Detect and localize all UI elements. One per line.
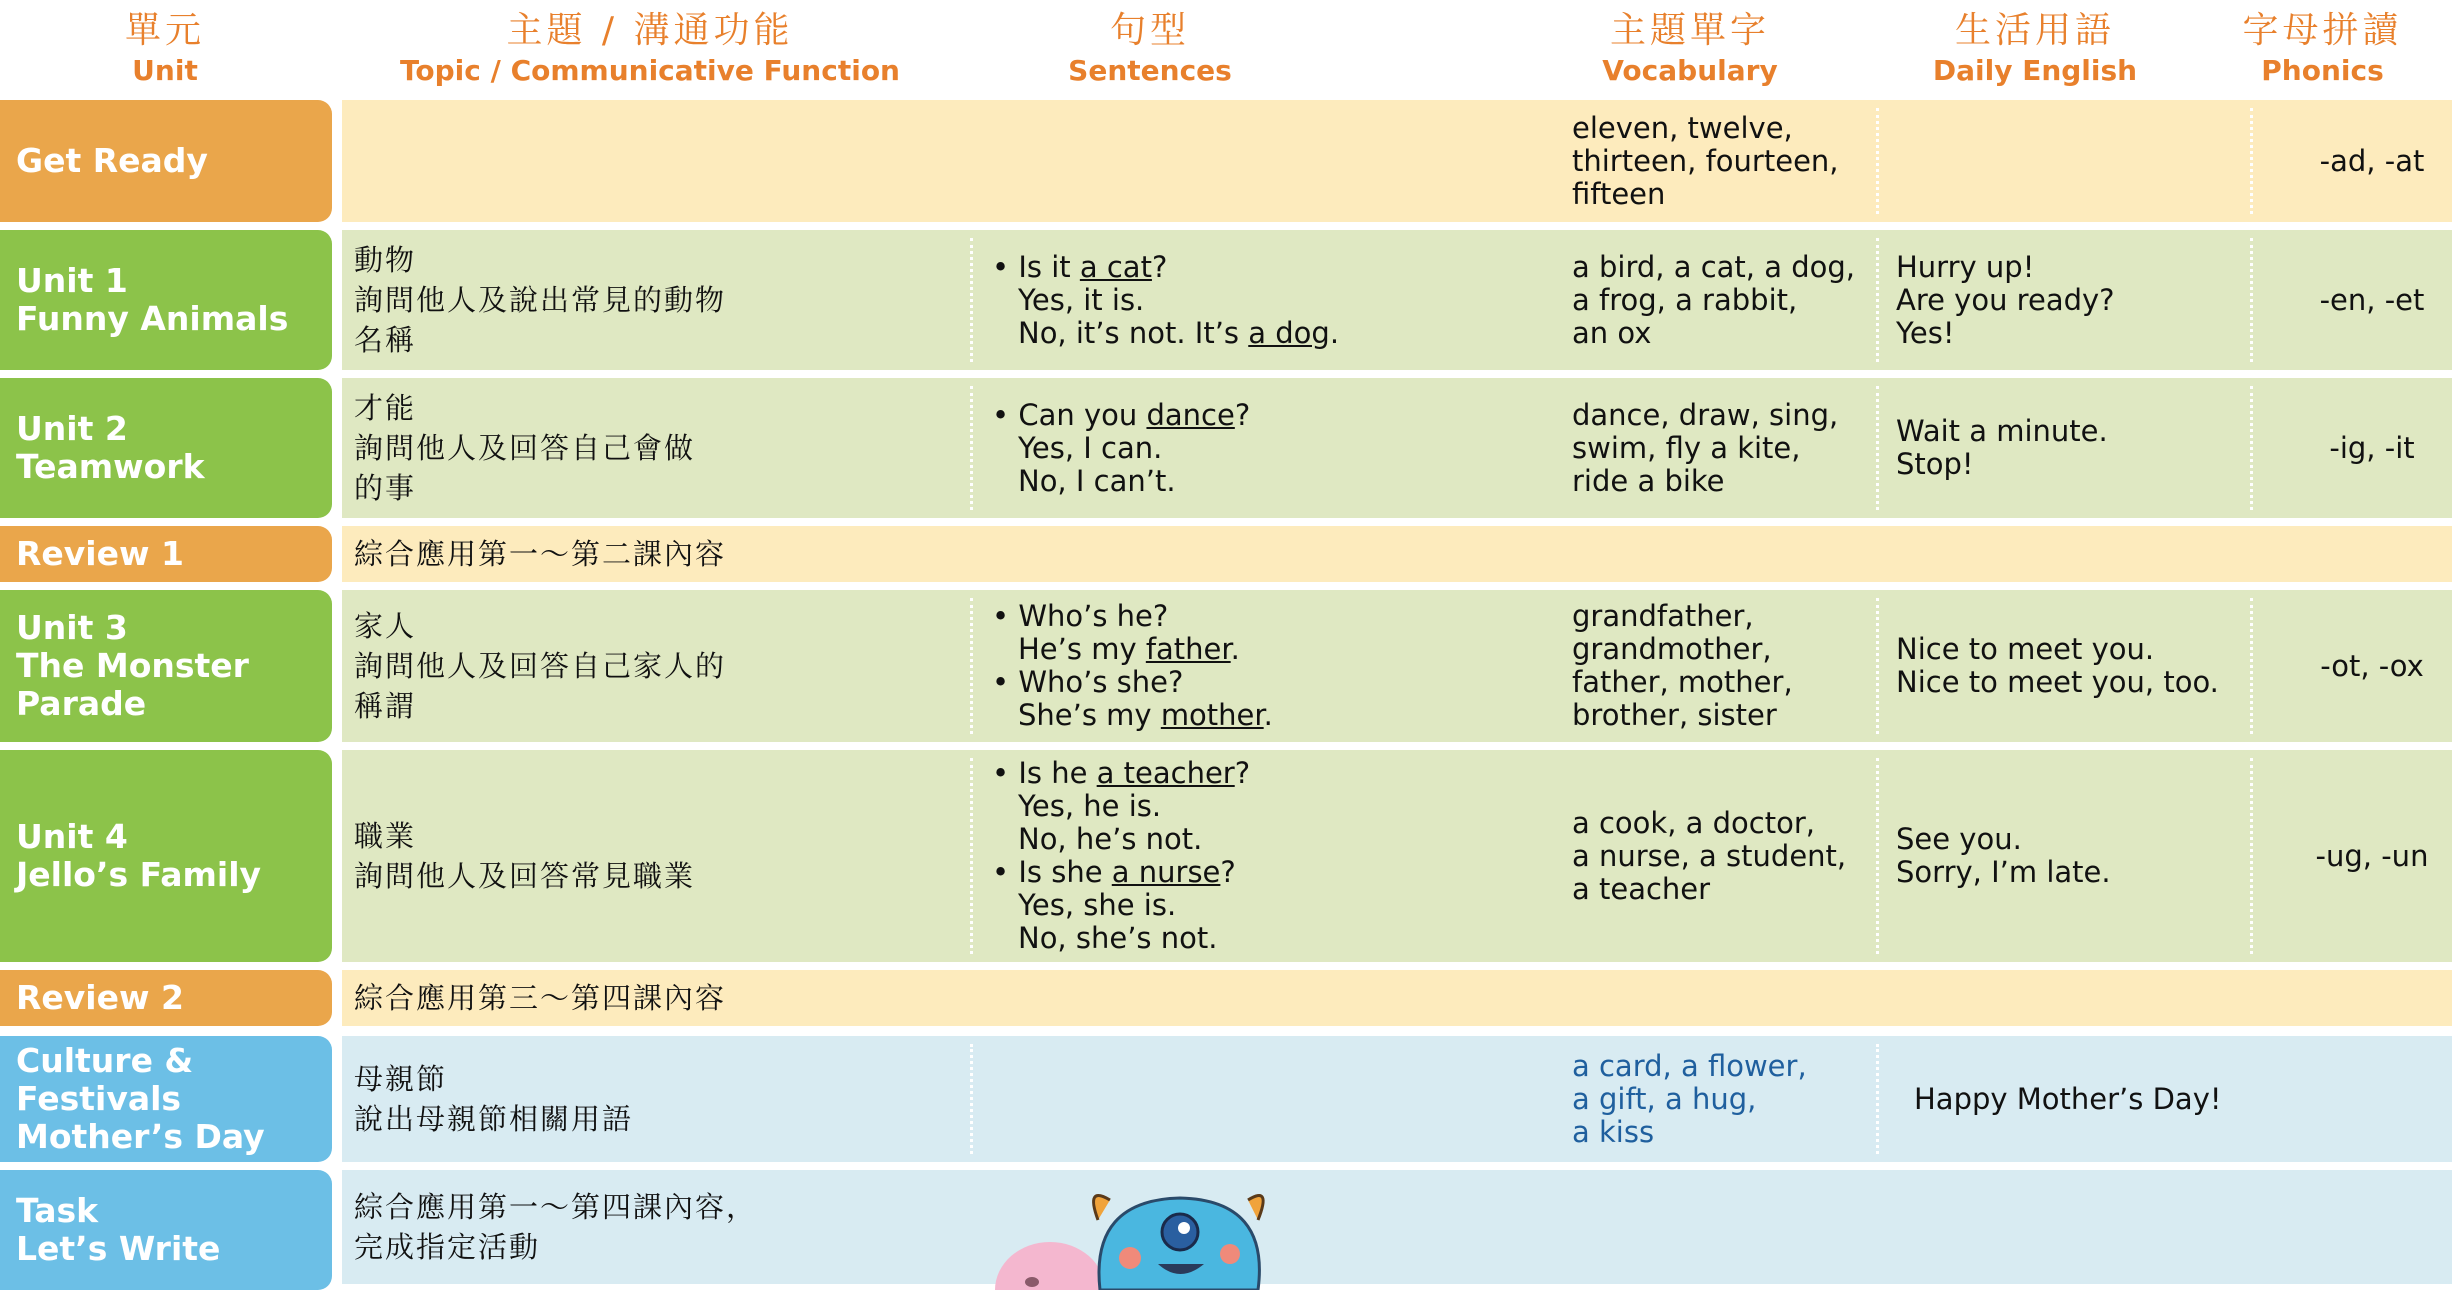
monster-spot	[1119, 1247, 1141, 1269]
vocab-line: fifteen	[1572, 176, 1666, 211]
topic-line: 詢問他人及回答自己會做	[354, 431, 696, 465]
daily-line: Happy Mother’s Day!	[1914, 1081, 2222, 1116]
unit-title: Jello’s Family	[16, 855, 262, 894]
vocab-line: a kiss	[1572, 1114, 1655, 1149]
unit-title: Mother’s Day	[16, 1117, 265, 1156]
daily-line: Nice to meet you, too.	[1896, 665, 2219, 699]
vocab-line: a gift, a hug,	[1572, 1081, 1757, 1116]
topic-cell	[354, 970, 1254, 1026]
unit-cell	[0, 970, 332, 1026]
daily-line: Stop!	[1896, 447, 1974, 481]
column-divider	[1876, 1044, 1879, 1154]
phonics-cell	[2292, 100, 2452, 222]
column-divider	[970, 1044, 973, 1154]
unit-label: Unit 4	[16, 817, 128, 856]
phonics-text: -ot, -ox	[2320, 648, 2424, 683]
row-culture	[0, 1036, 2452, 1162]
vocab-line: thirteen, fourteen,	[1572, 143, 1839, 178]
vocab-line: ride a bike	[1572, 463, 1725, 498]
sentence-line: She’s my mother.	[1018, 698, 1273, 732]
daily-line: Nice to meet you.	[1896, 632, 2155, 666]
vocabulary-cell	[1572, 1036, 1902, 1162]
sentence-line: Yes, he is.	[1018, 789, 1162, 823]
unit-label: Unit 1	[16, 261, 128, 300]
daily-line: Sorry, I’m late.	[1896, 855, 2111, 889]
column-divider	[1876, 598, 1879, 734]
column-divider	[1876, 758, 1879, 954]
topic-line: 的事	[354, 471, 417, 505]
topic-line: 稱謂	[354, 689, 417, 723]
unit-cell	[0, 590, 332, 742]
sentence-line: Yes, it is.	[1018, 282, 1145, 317]
unit-label: Unit 3	[16, 608, 128, 647]
phonics-text: -ad, -at	[2319, 143, 2425, 178]
header-sentences-zh: 句型	[1109, 10, 1190, 51]
topic-line: 綜合應用第三～第四課內容	[354, 980, 727, 1015]
header-phonics-en: Phonics	[2261, 54, 2384, 87]
column-divider	[2250, 598, 2253, 734]
column-divider	[1876, 108, 1879, 214]
phonics-text: -ig, -it	[2329, 430, 2415, 465]
column-divider	[970, 758, 973, 954]
unit-cell	[0, 378, 332, 518]
column-divider	[2250, 108, 2253, 214]
vocabulary-cell	[1572, 590, 1902, 742]
topic-cell	[354, 378, 954, 518]
topic-line: 說出母親節相關用語	[354, 1102, 634, 1136]
daily-english-cell	[1896, 590, 2286, 742]
daily-line: Hurry up!	[1896, 249, 2035, 284]
vocab-line: a card, a flower,	[1572, 1048, 1807, 1083]
monster-horn-left	[1094, 1196, 1110, 1221]
sentence-line: No, he’s not.	[1018, 822, 1203, 856]
row-body	[342, 526, 2452, 582]
header-unit	[60, 6, 270, 86]
row-get-ready	[0, 100, 2452, 222]
sentence-line: Yes, I can.	[1018, 430, 1163, 465]
row-body	[342, 378, 2452, 518]
header-daily-en: Daily English	[1932, 54, 2138, 87]
unit-cell	[0, 100, 332, 222]
column-divider	[1876, 238, 1879, 362]
sentences-cell	[992, 230, 1340, 370]
header-phonics-zh: 字母拼讀	[2242, 10, 2403, 51]
vocab-line: brother, sister	[1572, 698, 1777, 732]
unit-label: Unit 2	[16, 409, 128, 448]
row-body	[342, 590, 2452, 742]
phonics-text: -en, -et	[2319, 282, 2425, 317]
unit-cell	[0, 526, 332, 582]
unit-title: Funny Animals	[16, 299, 289, 338]
unit-title: Parade	[16, 684, 147, 723]
vocab-line: eleven, twelve,	[1572, 110, 1793, 145]
column-divider	[2250, 238, 2253, 362]
topic-cell	[354, 1170, 954, 1284]
row-review2	[0, 970, 2452, 1026]
vocab-line: a cook, a doctor,	[1572, 805, 1815, 840]
row-unit1	[0, 230, 2452, 370]
sentences-cell	[992, 750, 1292, 962]
header-topic-zh: 主題 / 溝通功能	[506, 10, 794, 51]
topic-line: 家人	[354, 609, 417, 643]
unit-cell	[0, 230, 332, 370]
topic-cell	[354, 1036, 954, 1162]
vocab-line: a teacher	[1572, 871, 1711, 906]
daily-line: Wait a minute.	[1896, 414, 2108, 448]
daily-line: Are you ready?	[1896, 282, 2115, 317]
vocab-line: a frog, a rabbit,	[1572, 282, 1798, 317]
column-divider	[970, 238, 973, 362]
header-sentences-en: Sentences	[1068, 54, 1232, 87]
topic-line: 名稱	[354, 323, 417, 357]
row-unit4	[0, 750, 2452, 962]
daily-line: Yes!	[1896, 315, 1955, 350]
topic-cell	[354, 526, 1254, 582]
unit-title: Teamwork	[16, 447, 205, 486]
unit-title: The Monster	[16, 646, 249, 685]
topic-line: 綜合應用第一～第四課內容，	[354, 1190, 758, 1224]
row-body	[342, 230, 2452, 370]
row-body	[342, 750, 2452, 962]
sentence-line: • Who’s he?	[992, 599, 1169, 633]
sentence-line: • Is she a nurse?	[992, 855, 1236, 889]
sentence-line: He’s my father.	[1018, 632, 1240, 666]
sentence-line: • Is it a cat?	[992, 249, 1168, 284]
sentences-cell	[992, 378, 1292, 518]
unit-cell	[0, 1170, 332, 1290]
sentence-line: No, it’s not. It’s a dog.	[1018, 315, 1340, 350]
unit-label: Task	[16, 1191, 99, 1230]
unit-cell	[0, 750, 332, 962]
topic-line: 動物	[354, 243, 417, 277]
sentence-line: • Who’s she?	[992, 665, 1184, 699]
header-vocabulary	[1540, 6, 1840, 86]
header-daily-zh: 生活用語	[1954, 10, 2115, 51]
monster-horn-right	[1248, 1196, 1263, 1221]
column-divider	[970, 598, 973, 734]
pink-monster-eye	[1025, 1277, 1039, 1287]
vocab-line: dance, draw, sing,	[1572, 397, 1839, 432]
daily-english-cell	[1896, 378, 2286, 518]
pink-monster-body	[995, 1242, 1105, 1290]
monster-spot	[1220, 1244, 1240, 1264]
topic-line: 完成指定活動	[354, 1230, 541, 1264]
sentence-line: No, she’s not.	[1018, 921, 1218, 955]
vocab-line: a bird, a cat, a dog,	[1572, 249, 1855, 284]
topic-line: 母親節	[354, 1062, 448, 1096]
daily-english-cell	[1896, 750, 2286, 962]
header-phonics	[2200, 6, 2445, 86]
topic-line: 詢問他人及回答常見職業	[354, 859, 696, 893]
vocab-line: father, mother,	[1572, 665, 1793, 699]
unit-title: Let’s Write	[16, 1229, 221, 1268]
column-divider	[970, 386, 973, 510]
header-sentences	[1000, 6, 1300, 86]
daily-line: See you.	[1896, 822, 2022, 856]
phonics-cell	[2292, 378, 2452, 518]
column-divider	[2250, 386, 2253, 510]
topic-line: 職業	[354, 819, 417, 853]
row-body	[342, 1036, 2452, 1162]
phonics-cell	[2292, 750, 2452, 962]
topic-line: 綜合應用第一～第二課內容	[354, 536, 727, 571]
row-body	[342, 100, 2452, 222]
row-review1	[0, 526, 2452, 582]
unit-label: Review 1	[16, 534, 184, 573]
vocab-line: swim, fly a kite,	[1572, 430, 1801, 465]
header-unit-zh: 單元	[124, 10, 205, 51]
vocab-line: an ox	[1572, 315, 1652, 350]
phonics-cell	[2292, 230, 2452, 370]
topic-cell	[354, 750, 954, 962]
sentence-line: • Can you dance?	[992, 397, 1251, 432]
topic-line: 詢問他人及說出常見的動物	[354, 283, 727, 317]
phonics-cell	[2292, 590, 2452, 742]
header-daily	[1890, 6, 2180, 86]
daily-english-cell	[1914, 1036, 2304, 1162]
phonics-text: -ug, -un	[2315, 838, 2429, 873]
monster-eye-shine	[1178, 1222, 1190, 1234]
unit-label: Culture & Festivals	[16, 1041, 194, 1118]
sentence-line: Yes, she is.	[1018, 888, 1177, 922]
column-divider	[2250, 758, 2253, 954]
vocab-line: a nurse, a student,	[1572, 838, 1847, 873]
header-vocabulary-zh: 主題單字	[1609, 10, 1770, 51]
header-vocabulary-en: Vocabulary	[1602, 54, 1778, 87]
header-topic-en: Topic / Communicative Function	[400, 54, 900, 87]
vocabulary-cell	[1572, 230, 1902, 370]
sentence-line: • Is he a teacher?	[992, 756, 1251, 790]
row-body	[342, 970, 2452, 1026]
column-divider	[1876, 386, 1879, 510]
row-unit2	[0, 378, 2452, 518]
topic-line: 詢問他人及回答自己家人的	[354, 649, 727, 683]
unit-label: Review 2	[16, 978, 184, 1017]
vocab-line: grandmother,	[1572, 632, 1772, 666]
row-body	[342, 1170, 2452, 1284]
sentences-cell	[992, 590, 1292, 742]
daily-english-cell	[1896, 230, 2286, 370]
header-unit-en: Unit	[132, 54, 198, 87]
vocab-line: grandfather,	[1572, 599, 1754, 633]
monster-illustration	[990, 1180, 1290, 1290]
header-topic	[400, 6, 900, 86]
vocabulary-cell	[1572, 100, 1902, 222]
vocabulary-cell	[1572, 378, 1902, 518]
topic-cell	[354, 590, 954, 742]
vocabulary-cell	[1572, 750, 1902, 962]
row-unit3	[0, 590, 2452, 742]
unit-label: Get Ready	[16, 141, 208, 180]
sentence-line: No, I can’t.	[1018, 463, 1176, 498]
topic-line: 才能	[354, 391, 417, 425]
topic-cell	[354, 230, 954, 370]
unit-cell	[0, 1036, 332, 1162]
